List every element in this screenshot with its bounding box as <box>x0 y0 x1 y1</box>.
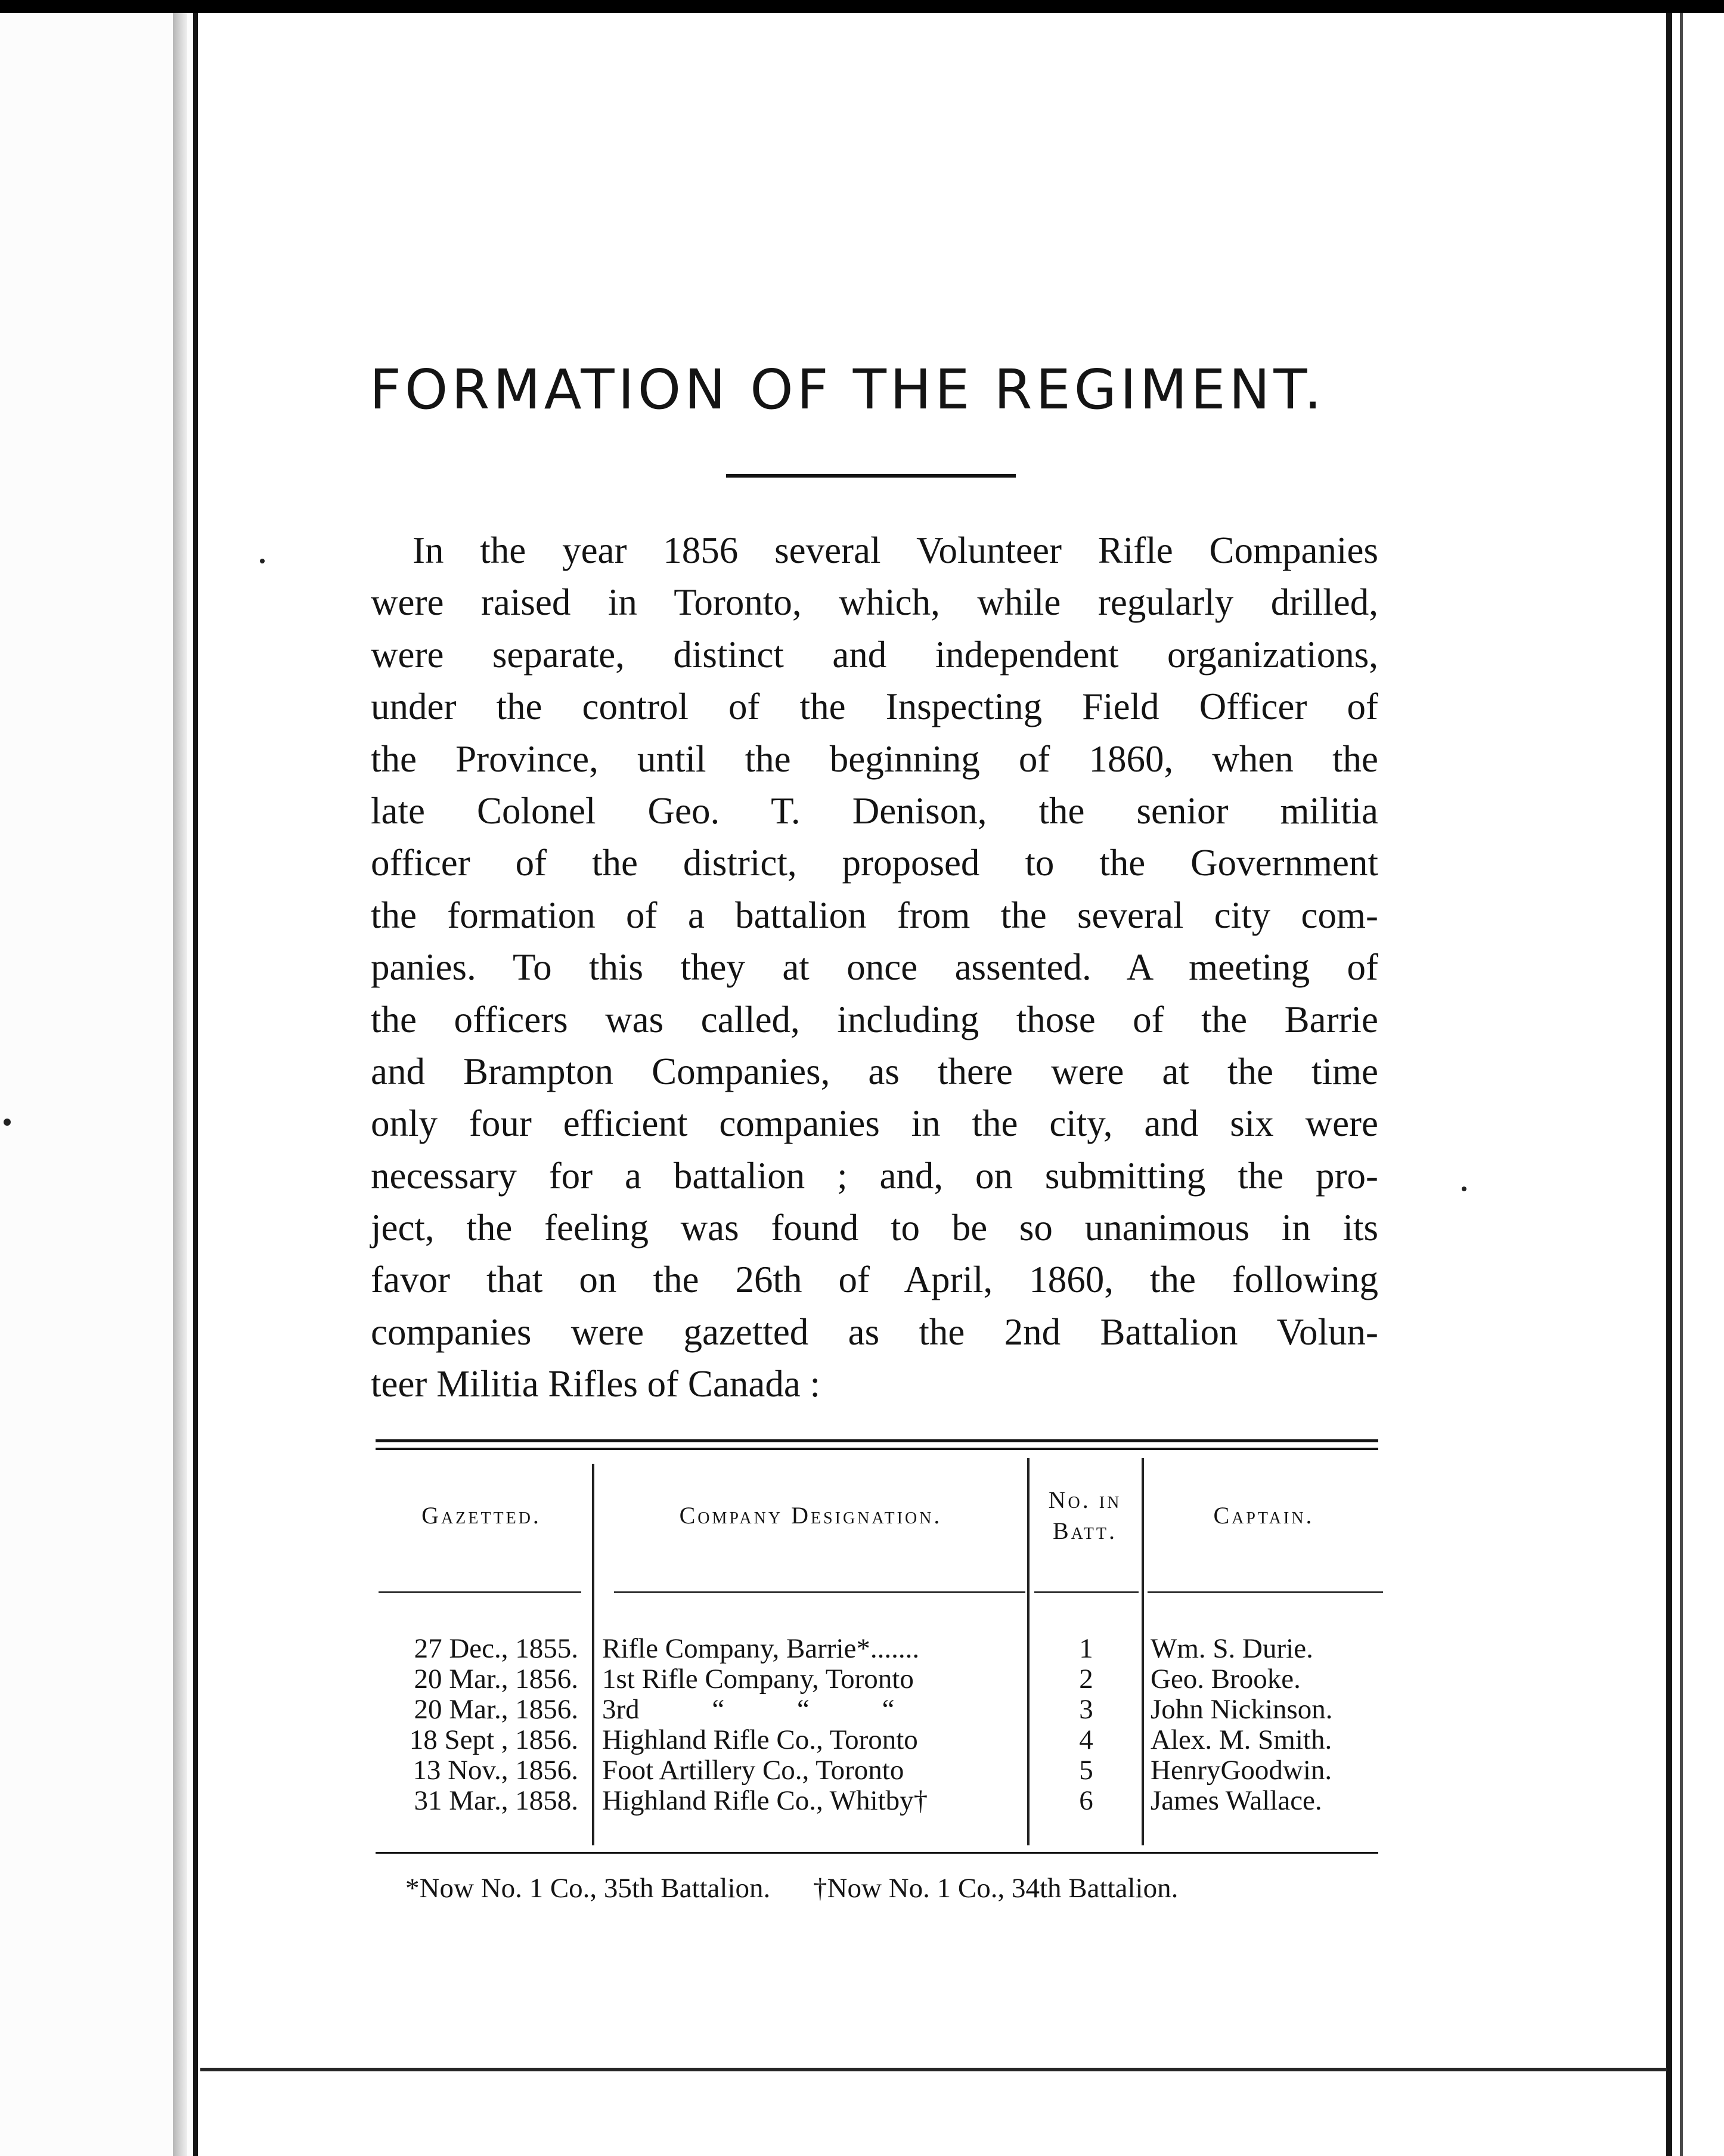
right-page-edge <box>1666 13 1672 2156</box>
table-cell-company: Foot Artillery Co., Toronto <box>602 1755 904 1786</box>
table-cell-captain: HenryGoodwin. <box>1151 1755 1332 1786</box>
table-cell-captain: John Nickinson. <box>1151 1694 1333 1725</box>
table-cell-no: 4 <box>1079 1724 1093 1755</box>
column-header-company: Company Designation. <box>679 1502 942 1529</box>
table-cell-gazetted: 20 Mar., 1856. <box>414 1664 578 1695</box>
page-gutter-shadow <box>173 13 187 2156</box>
paragraph-line: favor that on the 26th of April, 1860, the following <box>371 1259 1378 1301</box>
table-cell-gazetted: 20 Mar., 1856. <box>414 1694 578 1725</box>
footnote-dagger: †Now No. 1 Co., 34th Battalion. <box>813 1873 1179 1904</box>
column-header-captain: Captain. <box>1213 1502 1314 1529</box>
footnote-star: *Now No. 1 Co., 35th Battalion. <box>405 1873 771 1904</box>
column-header-no-line1: No. in <box>1048 1486 1122 1513</box>
scan-top-edge <box>0 0 1724 13</box>
left-page-margin <box>0 13 197 2156</box>
scan-speck <box>1462 1187 1466 1191</box>
table-cell-gazetted: 18 Sept , 1856. <box>409 1724 578 1755</box>
title-underline <box>726 474 1016 478</box>
body-paragraph <box>371 525 1378 1411</box>
table-bottom-rule <box>376 1852 1378 1854</box>
column-divider <box>1142 1458 1144 1845</box>
paragraph-line: teer Militia Rifles of Canada : <box>371 1363 821 1405</box>
table-cell-gazetted: 31 Mar., 1858. <box>414 1785 578 1816</box>
table-cell-no: 1 <box>1079 1633 1093 1664</box>
table-cell-captain: Geo. Brooke. <box>1151 1664 1301 1695</box>
captain-column <box>1151 1634 1389 1816</box>
scan-speck <box>4 1119 11 1126</box>
table-cell-company: Rifle Company, Barrie*....... <box>602 1633 920 1664</box>
table-cell-gazetted: 13 Nov., 1856. <box>413 1755 578 1786</box>
page-title: FORMATION OF THE REGIMENT. <box>370 358 1325 422</box>
header-underline <box>379 1591 581 1593</box>
paragraph-line: late Colonel Geo. T. Denison, the senior militia <box>371 789 1378 832</box>
paragraph-line: under the control of the Inspecting Field Officer of <box>371 686 1378 728</box>
header-underline <box>614 1591 1025 1593</box>
paragraph-line: were separate, distinct and independent organizations, <box>371 633 1378 676</box>
table-cell-gazetted: 27 Dec., 1855. <box>414 1633 578 1664</box>
paragraph-line: panies. To this they at once assented. A meeting of <box>371 946 1378 989</box>
company-column <box>602 1634 1025 1816</box>
table-cell-captain: Wm. S. Durie. <box>1151 1633 1313 1664</box>
scan-speck <box>260 559 265 563</box>
table-footnotes <box>405 1872 1383 1904</box>
paragraph-line: In the year 1856 several Volunteer Rifle Companies <box>413 529 1378 571</box>
table-cell-company: Highland Rifle Co., Whitby† <box>602 1785 928 1816</box>
bottom-page-edge <box>200 2068 1667 2071</box>
paragraph-line: necessary for a battalion ; and, on submitting the pro- <box>371 1154 1378 1197</box>
column-header-gazetted: Gazetted. <box>421 1502 541 1529</box>
table-cell-captain: Alex. M. Smith. <box>1151 1724 1332 1755</box>
paragraph-line: were raised in Toronto, which, while regularly drilled, <box>371 581 1378 624</box>
table-cell-no: 3 <box>1079 1694 1093 1725</box>
paragraph-line: the formation of a battalion from the several city com- <box>371 894 1378 936</box>
table-top-rule <box>376 1439 1378 1442</box>
table-cell-company: Highland Rifle Co., Toronto <box>602 1724 918 1755</box>
paragraph-line: officer of the district, proposed to the Government <box>371 842 1378 884</box>
table-cell-no: 5 <box>1079 1755 1093 1786</box>
table-top-rule-second <box>376 1448 1378 1450</box>
paragraph-line: the officers was called, including those of the Barrie <box>371 998 1378 1040</box>
paragraph-line: companies were gazetted as the 2nd Battalion Volun- <box>371 1311 1378 1353</box>
page-gutter-edge <box>193 13 198 2156</box>
table-cell-company: 3rd “ “ “ <box>602 1694 895 1725</box>
paragraph-line: ject, the feeling was found to be so unanimous in its <box>371 1207 1378 1249</box>
table-cell-company: 1st Rifle Company, Toronto <box>602 1664 914 1695</box>
header-underline <box>1034 1591 1139 1593</box>
right-page-margin <box>1683 13 1724 2156</box>
gazetted-column <box>376 1634 578 1816</box>
column-divider <box>592 1464 594 1845</box>
header-underline <box>1148 1591 1383 1593</box>
column-header-no-line2: Batt. <box>1052 1517 1117 1544</box>
table-cell-captain: James Wallace. <box>1151 1785 1322 1816</box>
paragraph-line: only four efficient companies in the city, and six were <box>371 1102 1378 1145</box>
column-header-no-in-batt <box>1031 1485 1139 1547</box>
no-in-batt-column <box>1032 1634 1140 1816</box>
table-cell-no: 6 <box>1079 1785 1093 1816</box>
paragraph-line: the Province, until the beginning of 1860, when the <box>371 738 1378 780</box>
column-divider <box>1027 1458 1030 1845</box>
table-cell-no: 2 <box>1079 1664 1093 1695</box>
paragraph-line: and Brampton Companies, as there were at the time <box>371 1050 1378 1092</box>
